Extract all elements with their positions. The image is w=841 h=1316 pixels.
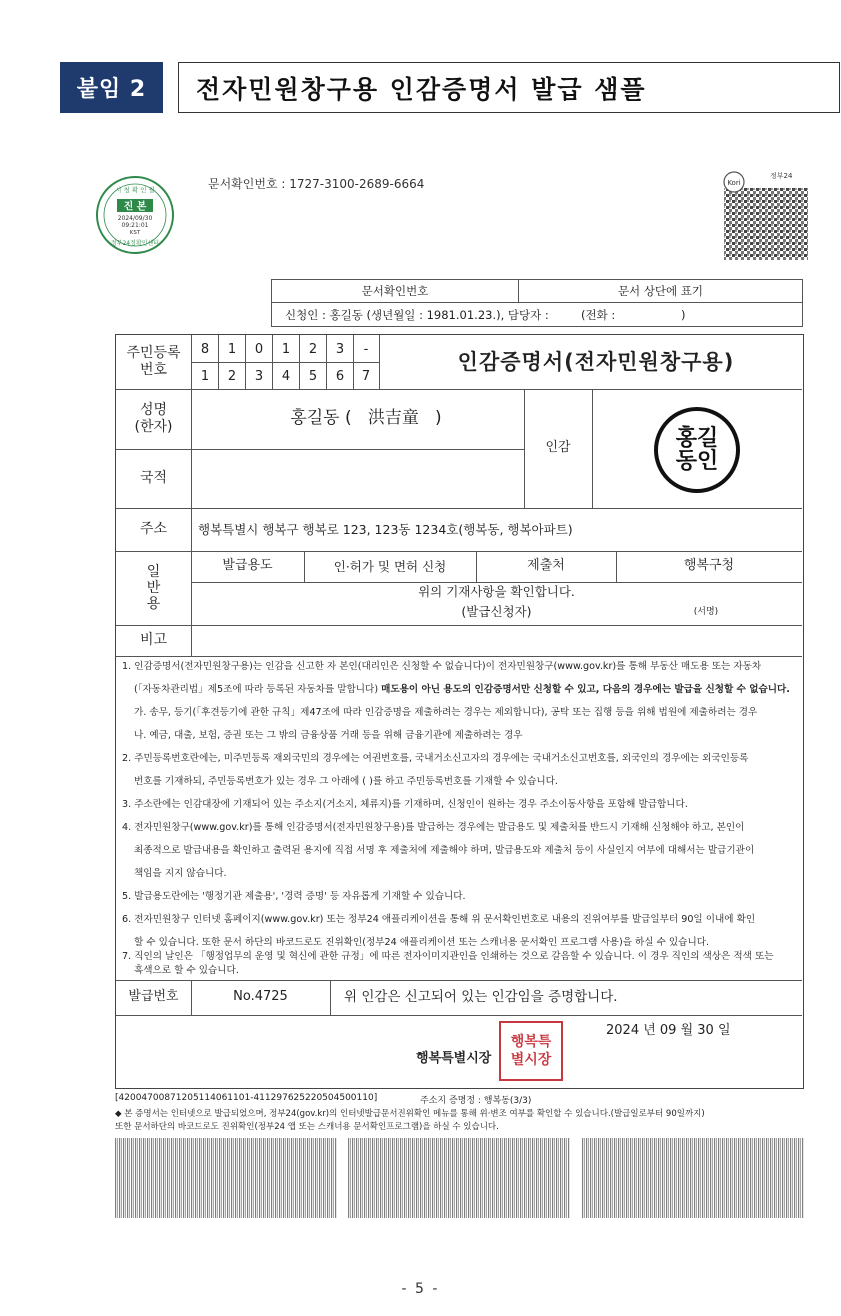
- note-line: 5. 발급용도란에는 '행정기관 제출용', '경력 증명' 등 자유롭게 기재할 수 있습니다.: [122, 891, 466, 902]
- submit-value: 행복구청: [683, 558, 735, 574]
- rrn-digit: 6: [335, 368, 345, 384]
- phone-text: (전화 :: [581, 307, 616, 322]
- seal-line3: 2024/09/30: [117, 215, 153, 222]
- applicant-text: 신청인 : 홍길동 (생년월일 : 1981.01.23.), 담당자 :: [285, 307, 549, 322]
- rrn-digit: 8: [200, 341, 210, 357]
- footer-note2: 또한 문서하단의 바코드로도 진위확인(정부24 앱 또는 스캐너용 문서확인프로그램)을 하실 수 있습니다.: [115, 1122, 499, 1132]
- rrn-digit: -: [363, 341, 369, 357]
- note-line: (「자동차관리법」제5조에 따라 등록된 자동차를 말합니다) 매도용이 아닌 용도의 인감증명서만 신청할 수 있고, 다음의 경우에는 발급을 신청할 수 없습니다.: [134, 684, 790, 695]
- attachment-badge: 붙임 2: [60, 62, 163, 113]
- qr-code-icon: [720, 170, 810, 262]
- footer-note1: ◆ 본 증명서는 인터넷으로 발급되었으며, 정부24(gov.kr)의 인터넷발급문서진위확인 메뉴를 통해 위·변조 여부를 확인할 수 있습니다.(발급일로부터 90일까지): [115, 1109, 705, 1119]
- barcode-block-icon: [348, 1138, 570, 1218]
- sign-label: (서명): [693, 607, 719, 618]
- barcode-block-icon: [582, 1138, 804, 1218]
- purpose-label: 발급용도: [222, 558, 273, 574]
- note-line: 3. 주소란에는 인감대장에 기재되어 있는 주소지(거소지, 체류지)를 기재하며, 신청인이 원하는 경우 주소이동사항을 포함해 발급합니다.: [122, 799, 688, 810]
- note-line: 7. 직인의 날인은 「행정업무의 운영 및 혁신에 관한 규정」에 따른 전자이미지관인을 인쇄하는 것으로 갈음할 수 있습니다. 이 경우 직인의 색상은 적색 또는: [122, 951, 774, 962]
- rrn-digit: 3: [254, 368, 264, 384]
- barcode-block-icon: [115, 1138, 337, 1218]
- phone-close: ): [681, 307, 686, 322]
- request-info-table: [271, 279, 803, 327]
- seal-line5: KST: [129, 230, 141, 236]
- note-line: 나. 예금, 대출, 보험, 증권 또는 그 밖의 금융상품 거래 등을 위해 금융기관에 제출하려는 경우: [134, 730, 523, 741]
- verification-seal-icon: [95, 175, 175, 255]
- doc-no-value: 문서 상단에 표기: [518, 279, 803, 303]
- certify-text: 위 인감은 신고되어 있는 인감임을 증명합니다.: [344, 989, 618, 1006]
- submit-label: 제출처: [527, 558, 565, 574]
- seal-stamp-text: 홍길 동인: [675, 425, 719, 474]
- official-seal-text: 행복특 별시장: [510, 1033, 552, 1068]
- note-line: 4. 전자민원창구(www.gov.kr)를 통해 인감증명서(전자민원창구용)를 발급하는 경우에는 발급용도 및 제출처를 반드시 기재해 신청해야 하고, 본인이: [122, 822, 745, 833]
- note-bold: 매도용이 아닌 용도의 인감증명서만 신청할 수 있고, 다음의 경우에는 발급을 신청할 수 없습니다.: [381, 684, 790, 695]
- issue-no-label: 발급번호: [128, 989, 179, 1005]
- address-label: 주소: [139, 520, 168, 537]
- address-value: 행복특별시 행복구 행복로 123, 123동 1234호(행복동, 행복아파트): [198, 521, 573, 537]
- note-line: 1. 인감증명서(전자민원창구용)는 인감을 신고한 자 본인(대리인은 신청할 수 없습니다)이 전자민원창구(www.gov.kr)를 통해 부동산 매도용 또는 자동차: [122, 661, 762, 672]
- note-line: 가. 송무, 등기(「후견등기에 관한 규칙」제47조에 따라 인감증명을 제출하려는 경우는 제외합니다), 공탁 또는 집행 등을 위해 법원에 제출하려는 경우: [134, 707, 758, 718]
- issue-no-value: No.4725: [233, 989, 288, 1005]
- qr-label: 정부24: [770, 172, 793, 180]
- rrn-digit: 0: [254, 341, 264, 357]
- nationality-label: 국적: [139, 469, 168, 486]
- confirm-text: 위의 기재사항을 확인합니다.: [418, 584, 575, 600]
- rrn-digit: 1: [281, 341, 291, 357]
- seal-line4: 09:21:01: [121, 222, 149, 229]
- seal-line2: 진 본: [123, 201, 147, 213]
- seal-line1: 시 청 확 인 필: [115, 186, 155, 194]
- address-proof: 주소지 증명정 : 행복동(3/3): [420, 1096, 532, 1106]
- rrn-digit: 2: [227, 368, 237, 384]
- remarks-label: 비고: [139, 631, 168, 648]
- official-seal-stamp: [499, 1021, 563, 1081]
- rrn-digit: 1: [227, 341, 237, 357]
- rrn-digit: 5: [308, 368, 318, 384]
- document-confirm-number: 문서확인번호 : 1727-3100-2689-6664: [208, 177, 425, 191]
- note-line: 6. 전자민원창구 인터넷 홈페이지(www.gov.kr) 또는 정부24 애플리케이션을 통해 위 문서확인번호로 내용의 진위여부를 발급일부터 90일 이내에 확인: [122, 914, 756, 925]
- note-line: 최종적으로 발급내용을 확인하고 출력된 용지에 직접 서명 후 제출처에 제출해야 하며, 발급용도와 제출처 등이 사실인지 여부에 대해서는 발급기관이: [134, 845, 755, 856]
- mayor-name: 행복특별시장: [416, 1050, 492, 1066]
- rrn-digit: 4: [281, 368, 291, 384]
- name-label: 성명 (한자): [134, 401, 173, 435]
- issue-date: 2024 년 09 월 30 일: [606, 1022, 731, 1038]
- page-number: - 5 -: [401, 1281, 440, 1297]
- seal-label: 인감: [545, 440, 571, 456]
- page-title: 전자민원창구용 인감증명서 발급 샘플: [196, 74, 647, 104]
- rrn-digit: 7: [361, 368, 371, 384]
- note-line: 할 수 있습니다. 또한 문서 하단의 바코드로도 진위확인(정부24 애플리케이션 또는 스캐너용 문서확인 프로그램 사용)을 하실 수 있습니다.: [134, 937, 710, 948]
- rrn-digit: 2: [308, 341, 318, 357]
- note-line: 2. 주민등록번호란에는, 미주민등록 재외국민의 경우에는 여권번호를, 국내거소신고자의 경우에는 국내거소신고번호를, 외국인의 경우에는 외국인등록: [122, 753, 749, 764]
- name-value: 홍길동 ( 洪吉童 ): [290, 408, 442, 429]
- doc-no-label: 문서확인번호: [271, 279, 519, 303]
- certificate-title: 인감증명서(전자민원창구용): [457, 349, 735, 374]
- rrn-digit: 3: [335, 341, 345, 357]
- note-line: 책임을 지지 않습니다.: [134, 868, 227, 879]
- note-line: 번호를 기재하되, 주민등록번호가 있는 경우 그 아래에 ( )를 하고 주민등록번호를 기재할 수 있습니다.: [134, 776, 558, 787]
- note-line: 흑색으로 할 수 있습니다.: [134, 965, 239, 976]
- applicant-label: (발급신청자): [461, 604, 532, 620]
- rrn-label: 주민등록 번호: [126, 344, 181, 378]
- svg-text:Kori: Kori: [727, 179, 741, 187]
- barcode-number: [42004700871205114061101-411297625220504500110]: [115, 1093, 378, 1103]
- seal-line6: 정부24정확인센터: [110, 240, 160, 247]
- purpose-value: 인·허가 및 면허 신청: [333, 558, 447, 574]
- rrn-digit: 1: [200, 368, 210, 384]
- seal-certificate-form: [115, 334, 804, 1089]
- general-use-label: 일 반 용: [146, 563, 161, 613]
- personal-seal-stamp: [654, 407, 740, 493]
